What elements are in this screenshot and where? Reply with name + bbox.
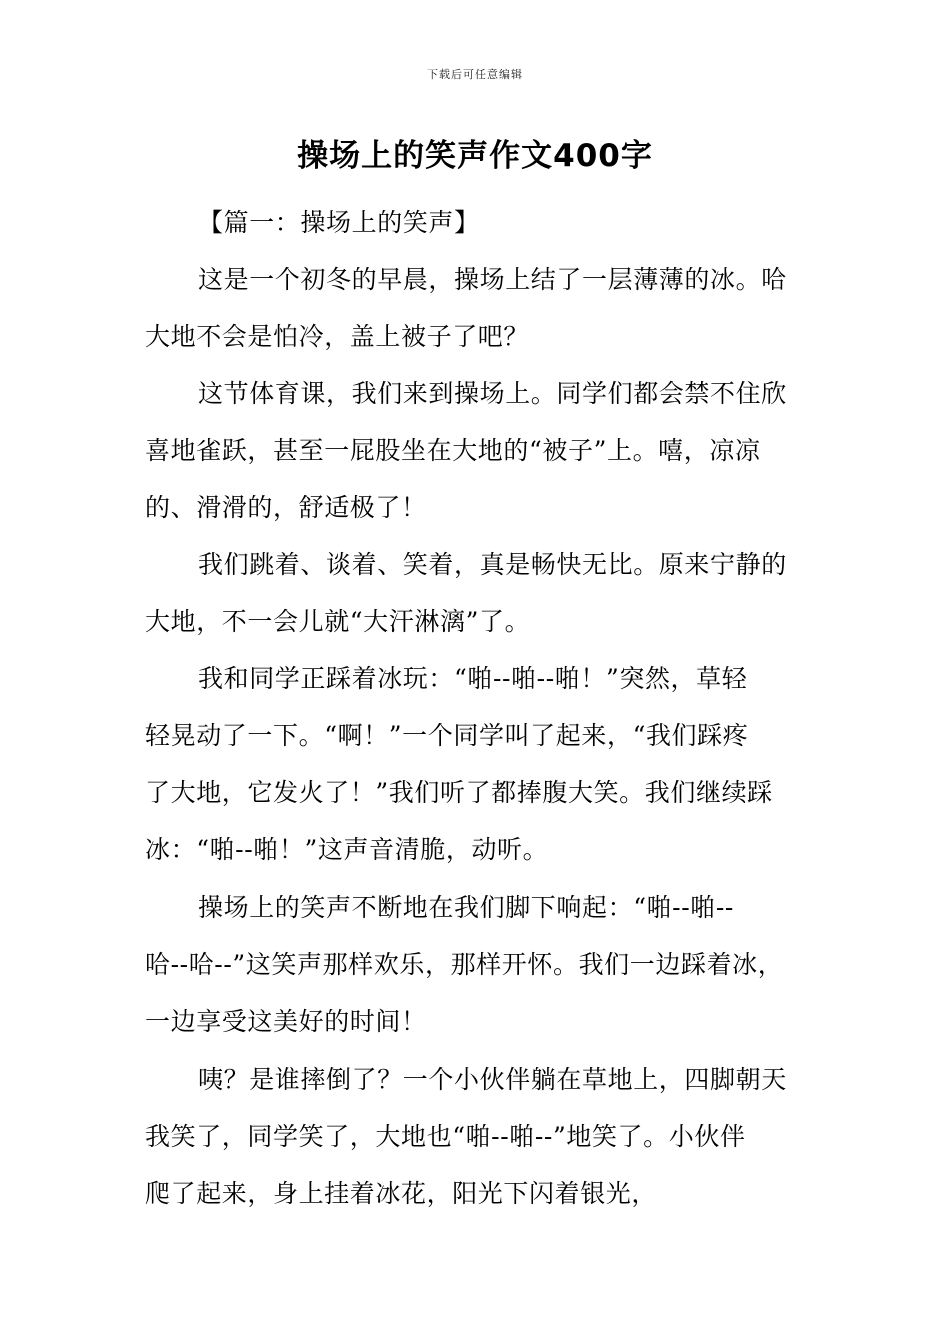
section-heading: 【篇一：操场上的笑声】 <box>198 208 480 237</box>
text-line: 喜地雀跃，甚至一屁股坐在大地的“被子”上。嘻，凉凉 <box>145 436 761 465</box>
text-line: 我和同学正踩着冰玩：“啪--啪--啪！”突然，草轻 <box>198 664 748 693</box>
text-line: 轻晃动了一下。“啊！”一个同学叫了起来，“我们踩疼 <box>145 721 749 750</box>
text-line: 冰：“啪--啪！”这声音清脆，动听。 <box>145 835 549 864</box>
text-line: 爬了起来，身上挂着冰花，阳光下闪着银光， <box>145 1179 658 1208</box>
text-line: 的、滑滑的，舒适极了！ <box>145 493 427 522</box>
text-line: 一边享受这美好的时间！ <box>145 1007 427 1036</box>
header-note: 下载后可任意编辑 <box>427 68 523 81</box>
text-line: 大地，不一会儿就“大汗淋漓”了。 <box>145 607 531 636</box>
text-line: 哈--哈--”这笑声那样欢乐，那样开怀。我们一边踩着冰， <box>145 950 784 979</box>
text-line: 这是一个初冬的早晨，操场上结了一层薄薄的冰。哈 <box>198 265 787 294</box>
text-line: 这节体育课，我们来到操场上。同学们都会禁不住欣 <box>198 379 787 408</box>
text-line: 了大地，它发火了！”我们听了都捧腹大笑。我们继续踩 <box>145 778 773 807</box>
text-line: 大地不会是怕冷，盖上被子了吧？ <box>145 322 530 351</box>
text-line: 我笑了，同学笑了，大地也“啪--啪--”地笑了。小伙伴 <box>145 1122 746 1151</box>
text-line: 我们跳着、谈着、笑着，真是畅快无比。原来宁静的 <box>198 550 787 579</box>
document-title: 操场上的笑声作文400字 <box>297 138 653 174</box>
text-line: 咦？是谁摔倒了？一个小伙伴躺在草地上，四脚朝天 <box>198 1065 787 1094</box>
text-line: 操场上的笑声不断地在我们脚下响起：“啪--啪-- <box>198 893 734 922</box>
